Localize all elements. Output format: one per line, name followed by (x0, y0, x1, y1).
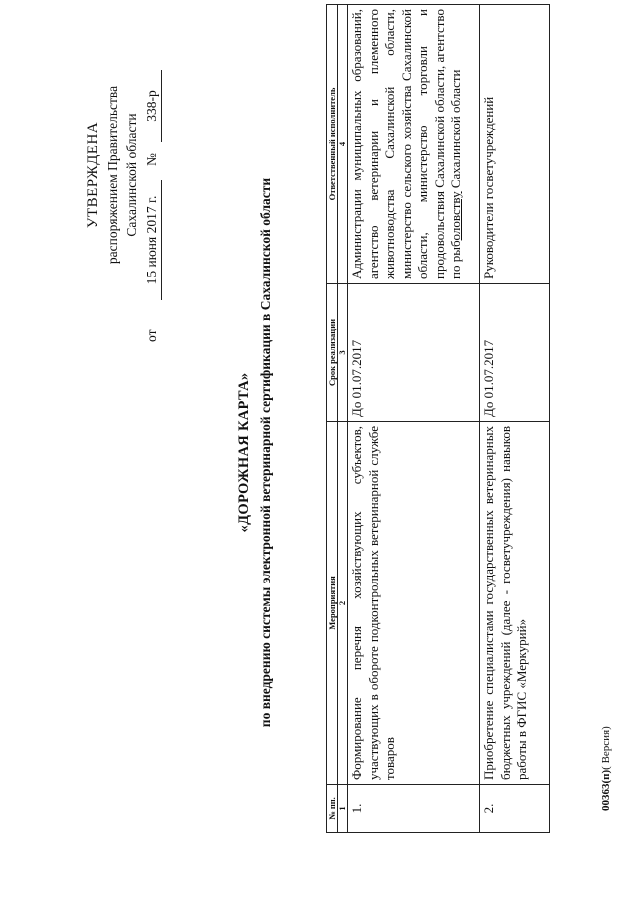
footer-code (600, 726, 612, 811)
column-numbers-row (338, 5, 348, 833)
column-number: 2 (338, 422, 348, 785)
date-prefix: от (144, 329, 159, 342)
document-version: ( Версия) (600, 726, 612, 770)
row-executor: Руководители госветучреждений (480, 5, 550, 284)
approval-line-2: Сахалинской области (124, 113, 139, 237)
table-row (348, 5, 480, 833)
executor-text: Администрации муниципальных образований, агентство ветеринарии и племенного животноводства Сахалинской области, министерство сельского хозяйства Сахалинской области, министерство торговли и продовольствия Сахалинской области, агентство по рыб (349, 9, 463, 279)
column-number: 3 (338, 284, 348, 422)
row-activity: Формирование перечня хозяйствующих субъектов, участвующих в обороте подконтрольных ветеринарной службе товаров (348, 422, 480, 785)
header-deadline: Срок реализации (327, 284, 338, 422)
table-header-row (327, 5, 338, 833)
row-deadline: До 01.07.2017 (348, 284, 480, 422)
number-prefix: № (144, 153, 159, 166)
document-title: «ДОРОЖНАЯ КАРТА» (236, 372, 252, 533)
approval-heading: УТВЕРЖДЕНА (85, 121, 101, 229)
approval-number: 338-р (142, 70, 162, 142)
header-num: № пп. (327, 785, 338, 833)
executor-tail: Сахалинской области (448, 69, 463, 192)
approval-line-1: распоряжением Правительства (105, 85, 120, 265)
column-number: 1 (338, 785, 348, 833)
approval-date: 15 июня 2017 г. (142, 180, 162, 300)
approval-stamp (84, 60, 159, 342)
column-number: 4 (338, 5, 348, 284)
document-subtitle: по внедрению системы электронной ветеринарной сертификации в Сахалинской области (258, 177, 273, 728)
executor-underlined: оловству (448, 191, 463, 241)
row-number: 1. (348, 785, 480, 833)
row-executor (348, 5, 480, 284)
roadmap-table (326, 4, 550, 833)
header-executor: Ответственный исполнитель (327, 5, 338, 284)
table-row (480, 5, 550, 833)
row-deadline: До 01.07.2017 (480, 284, 550, 422)
document-code: 00363(п) (600, 769, 612, 811)
row-number: 2. (480, 785, 550, 833)
row-activity: Приобретение специалистами государственных ветеринарных бюджетных учреждений (далее - госветучреждения) навыков работы в ФГИС «Меркурий» (480, 422, 550, 785)
header-activity: Мероприятия (327, 422, 338, 785)
